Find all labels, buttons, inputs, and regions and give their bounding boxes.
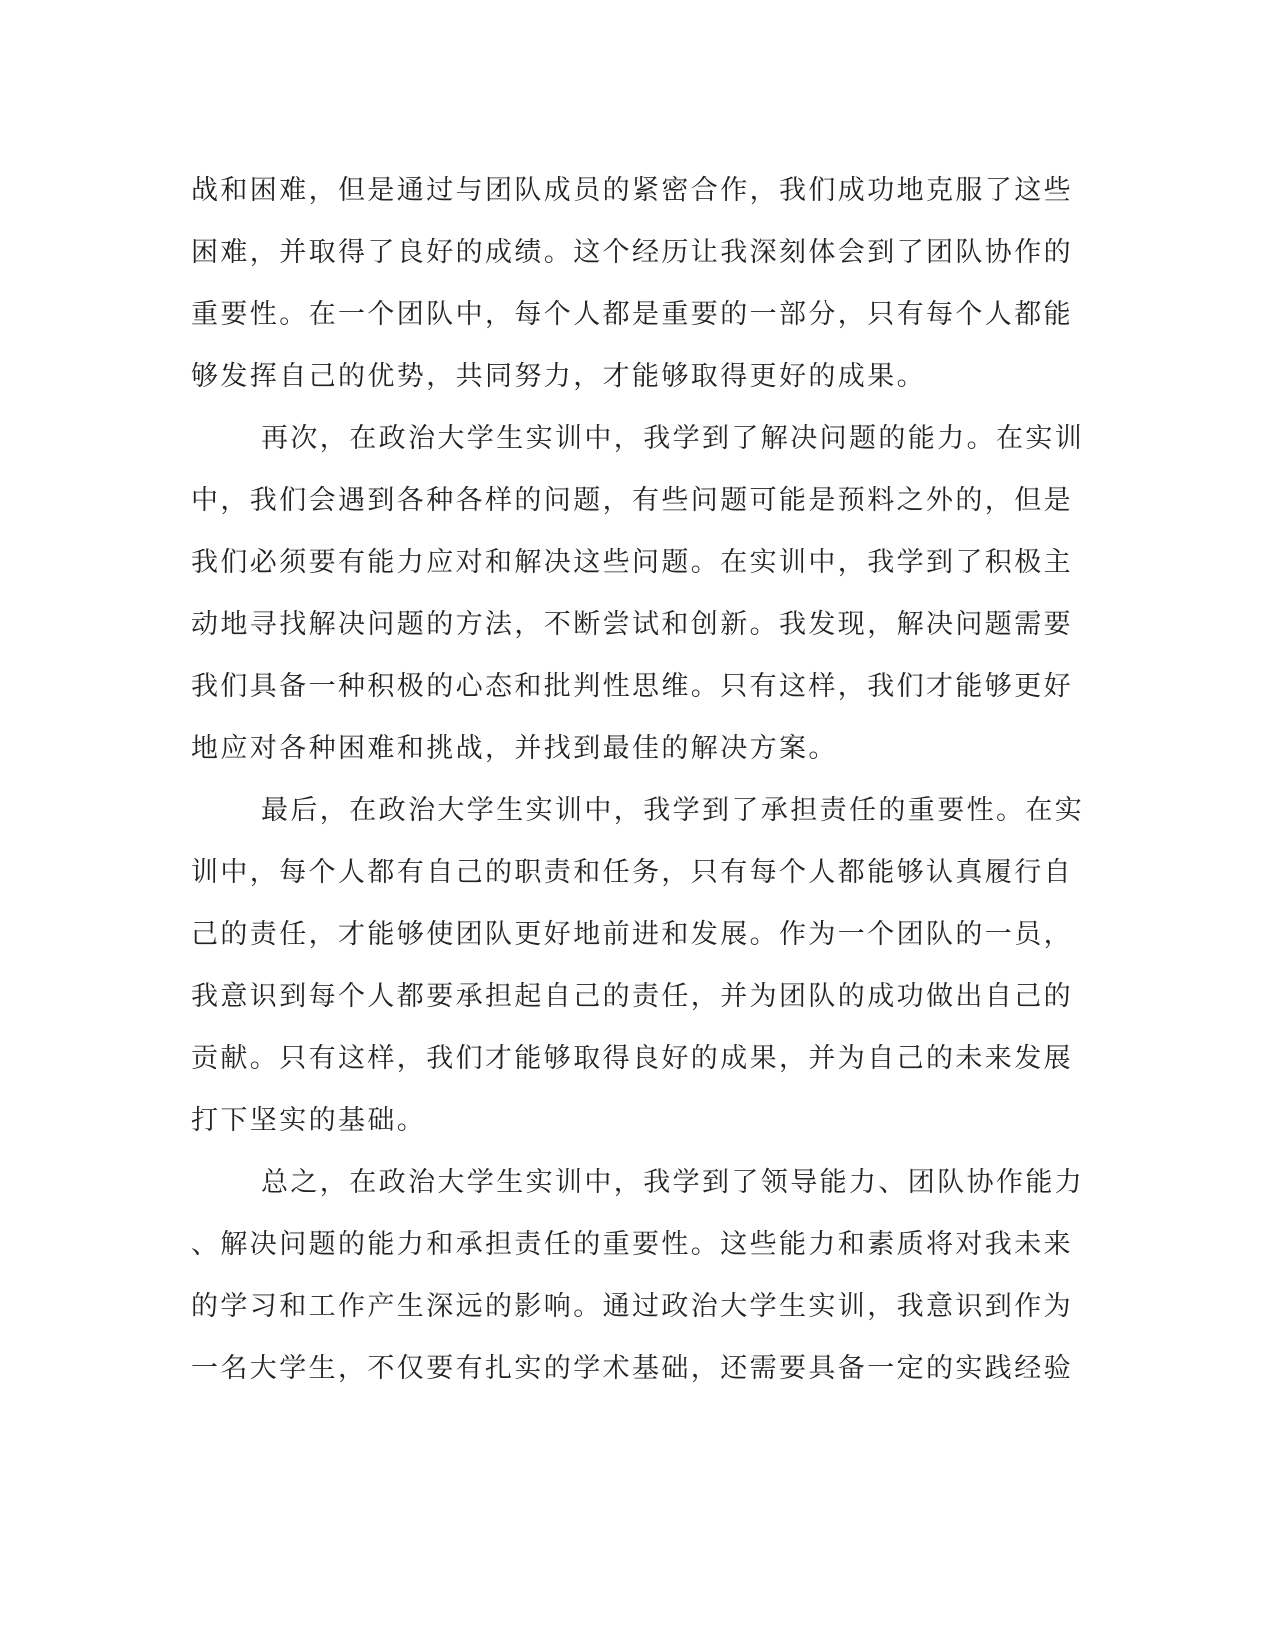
text-line: 够发挥自己的优势，共同努力，才能够取得更好的成果。 — [191, 361, 926, 392]
text-line: 我意识到每个人都要承担起自己的责任，并为团队的成功做出自己的 — [191, 981, 1073, 1012]
text-line: 贡献。只有这样，我们才能够取得良好的成果，并为自己的未来发展 — [191, 1043, 1073, 1074]
text-line: 一名大学生，不仅要有扎实的学术基础，还需要具备一定的实践经验 — [191, 1353, 1073, 1384]
text-line: 我们必须要有能力应对和解决这些问题。在实训中，我学到了积极主 — [191, 547, 1073, 578]
body-text — [191, 160, 1085, 1400]
text-line: 我们具备一种积极的心态和批判性思维。只有这样，我们才能够更好 — [191, 671, 1073, 702]
text-line: 地应对各种困难和挑战，并找到最佳的解决方案。 — [191, 733, 838, 764]
paragraph-start-line: 总之，在政治大学生实训中，我学到了领导能力、团队协作能力 — [261, 1167, 1085, 1198]
text-line: 中，我们会遇到各种各样的问题，有些问题可能是预料之外的，但是 — [191, 485, 1073, 516]
text-line: 的学习和工作产生深远的影响。通过政治大学生实训，我意识到作为 — [191, 1291, 1073, 1322]
text-line: 己的责任，才能够使团队更好地前进和发展。作为一个团队的一员， — [191, 919, 1073, 950]
paragraph-start-line: 最后，在政治大学生实训中，我学到了承担责任的重要性。在实 — [261, 795, 1085, 826]
text-line: 困难，并取得了良好的成绩。这个经历让我深刻体会到了团队协作的 — [191, 237, 1073, 268]
text-line: 打下坚实的基础。 — [191, 1105, 427, 1136]
text-line: 训中，每个人都有自己的职责和任务，只有每个人都能够认真履行自 — [191, 857, 1073, 888]
paragraph-start-line: 再次，在政治大学生实训中，我学到了解决问题的能力。在实训 — [261, 423, 1085, 454]
text-line: 、解决问题的能力和承担责任的重要性。这些能力和素质将对我未来 — [191, 1229, 1073, 1260]
text-line: 重要性。在一个团队中，每个人都是重要的一部分，只有每个人都能 — [191, 299, 1073, 330]
text-line: 战和困难，但是通过与团队成员的紧密合作，我们成功地克服了这些 — [191, 175, 1073, 206]
text-line: 动地寻找解决问题的方法，不断尝试和创新。我发现，解决问题需要 — [191, 609, 1073, 640]
